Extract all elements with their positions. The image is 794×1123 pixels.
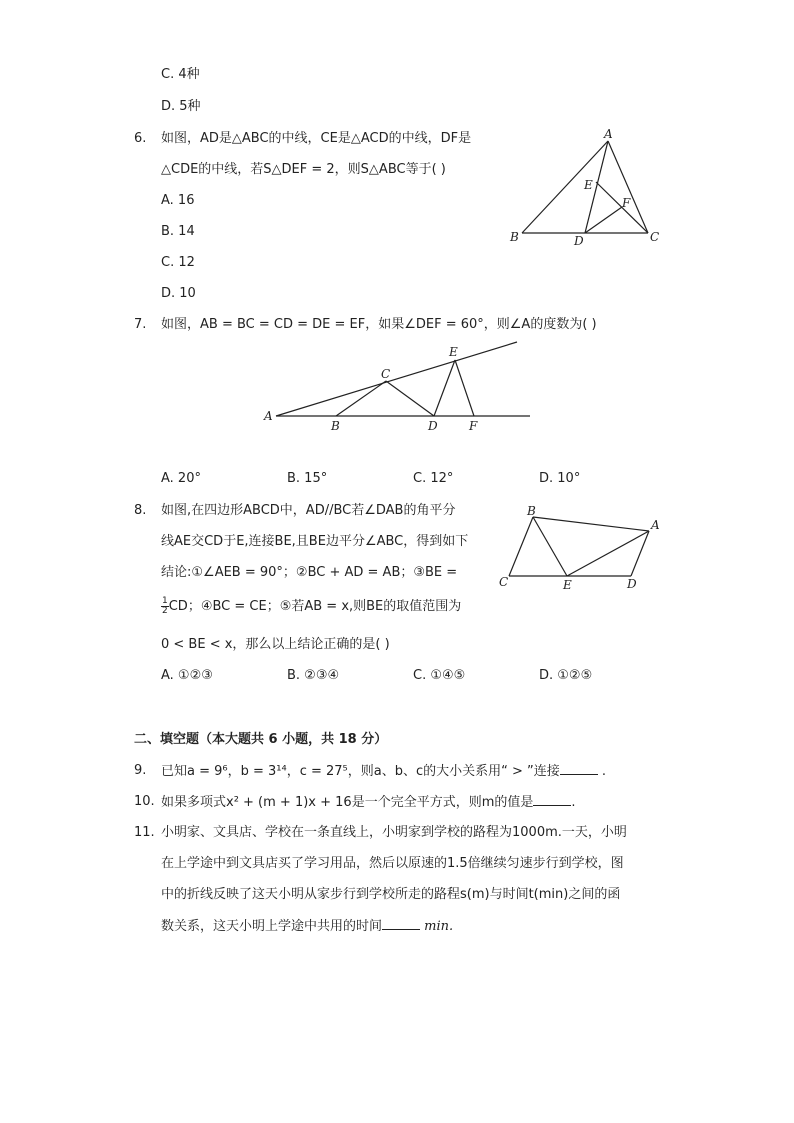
- q8-text-line1: 如图,在四边形ABCD中，AD//BC若∠DAB的角平分: [161, 503, 456, 518]
- q11-answer-blank[interactable]: [382, 917, 420, 930]
- q7-option-a: A. 20°: [161, 471, 201, 486]
- q11-text-unit: min.: [424, 919, 454, 934]
- q7-option-c: C. 12°: [413, 471, 454, 486]
- q10-answer-blank[interactable]: [533, 793, 571, 806]
- q8-text-line4: [161, 597, 461, 616]
- q7-figure: [262, 338, 542, 433]
- q9-text-main: 已知a = 9⁶，b = 3¹⁴，c = 27⁵，则a、b、c的大小关系用“ > ”连接: [161, 764, 560, 779]
- q6-label-e: E: [584, 178, 593, 192]
- q8-label-a: A: [651, 518, 660, 532]
- q7-segment-cd: [386, 381, 434, 416]
- q10-text-main: 如果多项式x² + (m + 1)x + 16是一个完全平方式，则m的值是: [161, 795, 534, 810]
- q6-text-line1: 如图，AD是△ABC的中线，CE是△ACD的中线，DF是: [161, 131, 472, 146]
- q7-option-b: B. 15°: [287, 471, 328, 486]
- q8-segment-ba: [533, 517, 649, 531]
- q8-label-c: C: [499, 575, 509, 589]
- q7-segment-de: [434, 360, 455, 416]
- q10-text-end: .: [571, 795, 576, 810]
- q7-ray-ae: [276, 342, 517, 416]
- q8-text-line4-rest: CD；④BC = CE；⑤若AB = x,则BE的取值范围为: [168, 599, 462, 614]
- q11-text-line4: [161, 917, 453, 936]
- q6-segment-ac: [608, 141, 648, 233]
- q6-option-c: C. 12: [161, 255, 195, 270]
- q7-label-f: F: [469, 419, 478, 433]
- q8-text-line5: 0 < BE < x，那么以上结论正确的是( ): [161, 637, 390, 652]
- q7-label-c: C: [381, 367, 391, 381]
- q6-option-a: A. 16: [161, 193, 195, 208]
- q8-fraction-denominator: 2: [162, 606, 168, 616]
- q8-text-line2: 线AE交CD于E,连接BE,且BE边平分∠ABC，得到如下: [161, 534, 469, 549]
- q9-text: [161, 762, 606, 781]
- q10-text: [161, 793, 576, 812]
- q7-label-a: A: [264, 409, 273, 423]
- q6-label-d: D: [574, 234, 584, 248]
- q6-label-f: F: [622, 196, 631, 210]
- q5-option-c: C. 4种: [161, 67, 200, 82]
- q6-label-b: B: [510, 230, 519, 244]
- q8-segment-da: [631, 531, 649, 576]
- q11-text-line1: 小明家、文具店、学校在一条直线上，小明家到学校的路程为1000m.一天，小明: [161, 825, 627, 840]
- q8-text-line3: 结论:①∠AEB = 90°；②BC + AD = AB；③BE =: [161, 565, 458, 580]
- q6-text-line2: △CDE的中线，若S△DEF = 2，则S△ABC等于( ): [161, 162, 446, 177]
- q8-fraction-numerator: 1: [162, 596, 168, 606]
- q6-number: 6.: [134, 131, 147, 146]
- q8-segment-ae: [567, 531, 649, 576]
- q11-text-line3: 中的折线反映了这天小明从家步行到学校所走的路程s(m)与时间t(min)之间的函: [161, 887, 621, 902]
- q8-label-b: B: [527, 504, 536, 518]
- q11-text-line2: 在上学途中到文具店买了学习用品，然后以原速的1.5倍继续匀速步行到学校，图: [161, 856, 624, 871]
- q7-label-b: B: [331, 419, 340, 433]
- q8-segment-be: [533, 517, 567, 576]
- q8-option-a: A. ①②③: [161, 668, 213, 683]
- q10-number: 10.: [134, 794, 155, 809]
- q6-option-b: B. 14: [161, 224, 195, 239]
- q6-label-a: A: [604, 127, 613, 141]
- q7-label-e: E: [449, 345, 458, 359]
- q8-segment-bc: [509, 517, 533, 576]
- q8-option-c: C. ①④⑤: [413, 668, 466, 683]
- q7-text: 如图，AB = BC = CD = DE = EF，如果∠DEF = 60°，则∠A的度数为( ): [161, 317, 597, 332]
- q7-option-d: D. 10°: [539, 471, 581, 486]
- q8-fraction-half: [161, 597, 169, 616]
- q7-number: 7.: [134, 317, 147, 332]
- q8-option-b: B. ②③④: [287, 668, 340, 683]
- q5-option-d: D. 5种: [161, 99, 201, 114]
- q6-segment-ba: [522, 141, 608, 233]
- q7-segment-bc: [336, 381, 386, 416]
- q11-number: 11.: [134, 825, 155, 840]
- q11-text-line4-main: 数关系，这天小明上学途中共用的时间: [161, 919, 383, 934]
- q8-option-d: D. ①②⑤: [539, 668, 593, 683]
- q8-label-d: D: [627, 577, 637, 591]
- q7-segment-ef: [455, 360, 474, 416]
- q6-option-d: D. 10: [161, 286, 196, 301]
- q7-label-d: D: [428, 419, 438, 433]
- q8-quadrilateral-figure: [495, 500, 670, 595]
- q9-answer-blank[interactable]: [560, 762, 598, 775]
- section-title-fill-in: 二、填空题（本大题共 6 小题，共 18 分）: [134, 732, 388, 747]
- q6-triangle-figure: [500, 125, 670, 250]
- q8-label-e: E: [563, 578, 572, 592]
- q9-text-end: .: [601, 764, 607, 779]
- q6-label-c: C: [650, 230, 660, 244]
- q8-number: 8.: [134, 503, 147, 518]
- q9-number: 9.: [134, 763, 147, 778]
